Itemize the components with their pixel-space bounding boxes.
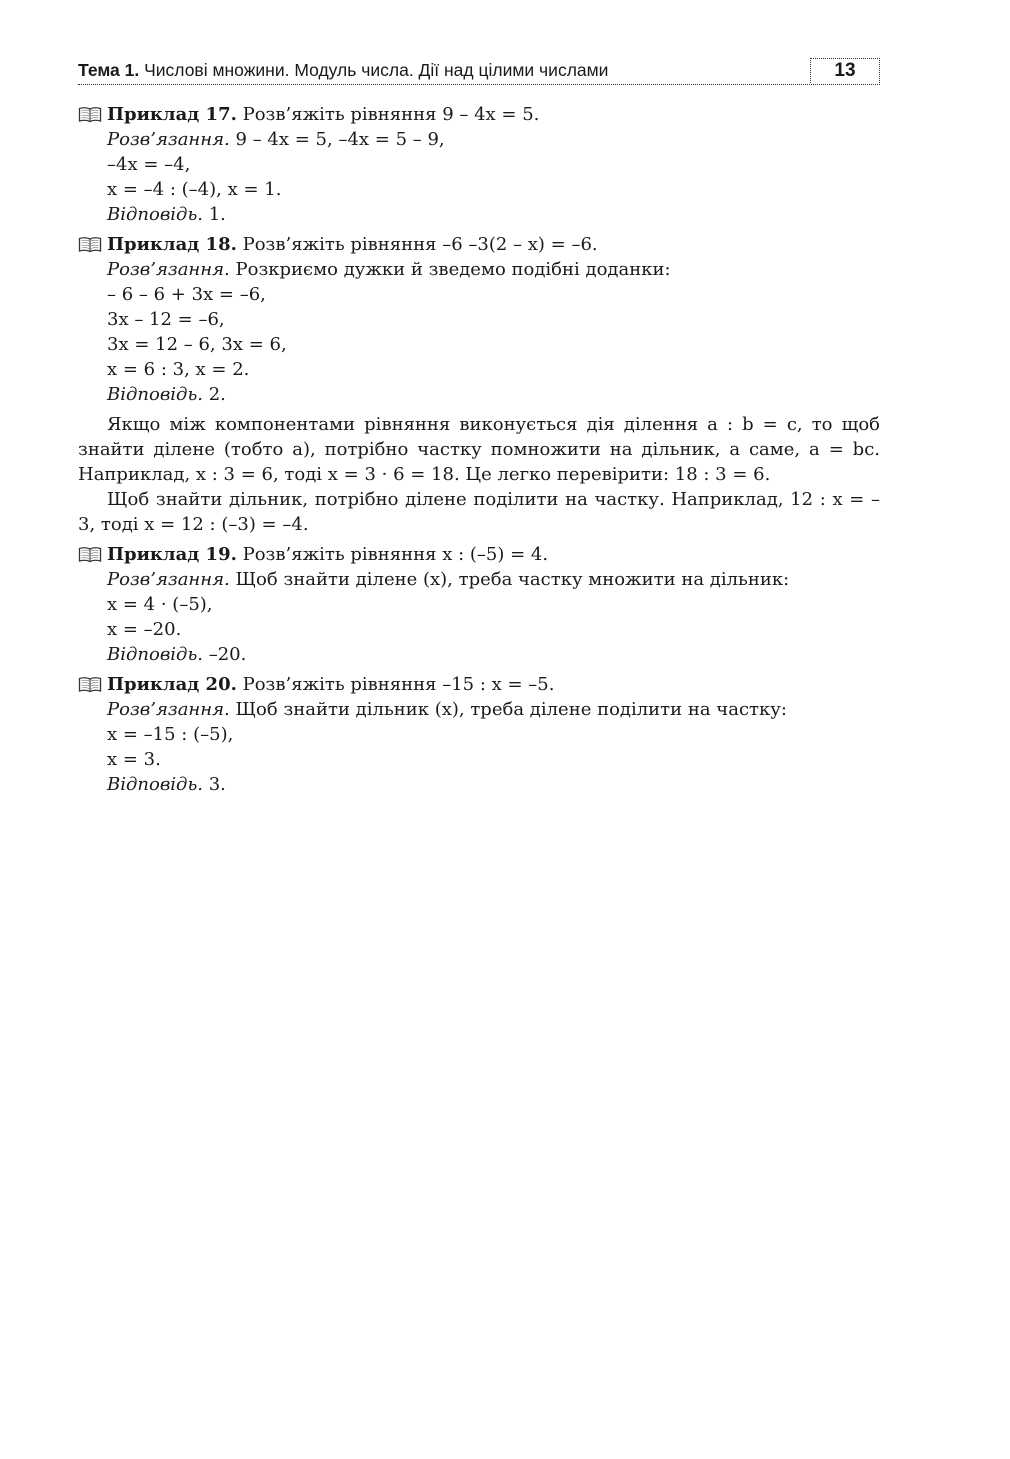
answer-value: 2. [203, 384, 226, 405]
answer-value: –20. [203, 644, 247, 665]
open-book-icon [78, 236, 102, 253]
example-19 [78, 542, 880, 667]
answer-label: Відповідь. [107, 384, 203, 405]
solution-label: Розв’язання. [107, 569, 230, 590]
example-label: Приклад 19. [107, 544, 237, 565]
solution-line: x = 6 : 3, x = 2. [107, 359, 250, 380]
solution-line: Розв’язання. 9 – 4x = 5, –4x = 5 – 9, [107, 129, 445, 150]
example-title [78, 232, 880, 257]
solution-line: x = –20. [107, 619, 182, 640]
example-title [78, 102, 880, 127]
solution-line: x = 3. [107, 749, 161, 770]
example-task: Розв’яжіть рівняння –15 : x = –5. [236, 674, 555, 695]
open-book-icon [78, 676, 102, 693]
answer-line [78, 772, 880, 797]
running-title [78, 60, 608, 81]
topic-title: Числові множини. Модуль числа. Дії над цілими числами [139, 60, 609, 80]
solution-line: Розв’язання. Щоб знайти ділене (x), треба частку множити на дільник: [107, 569, 790, 590]
example-title [78, 542, 880, 567]
example-task: Розв’яжіть рівняння x : (–5) = 4. [236, 544, 549, 565]
theory-paragraph: Щоб знайти дільник, потрібно ділене поділити на частку. Наприклад, 12 : x = –3, тоді x = 12 : (–3) = –4. [78, 489, 880, 535]
solution-label: Розв’язання. [107, 259, 230, 280]
solution-line: –4x = –4, [107, 154, 191, 175]
open-book-icon [78, 546, 102, 563]
answer-value: 3. [203, 774, 226, 795]
example-17 [78, 102, 880, 227]
solution-line: x = –4 : (–4), x = 1. [107, 179, 282, 200]
example-title [78, 672, 880, 697]
answer-line [78, 202, 880, 227]
solution-label: Розв’язання. [107, 129, 230, 150]
example-20 [78, 672, 880, 797]
example-label: Приклад 18. [107, 234, 237, 255]
answer-label: Відповідь. [107, 204, 203, 225]
solution-line: 3x = 12 – 6, 3x = 6, [107, 334, 287, 355]
page-number: 13 [810, 58, 880, 83]
theory-block [78, 412, 880, 537]
solution-line: – 6 – 6 + 3x = –6, [107, 284, 266, 305]
solution-line: 3x – 12 = –6, [107, 309, 225, 330]
page-content [78, 102, 880, 802]
example-label: Приклад 20. [107, 674, 237, 695]
answer-label: Відповідь. [107, 644, 203, 665]
example-task: Розв’яжіть рівняння –6 –3(2 – x) = –6. [236, 234, 598, 255]
solution-line: Розв’язання. Розкриємо дужки й зведемо подібні доданки: [107, 259, 671, 280]
example-18 [78, 232, 880, 407]
answer-value: 1. [203, 204, 226, 225]
solution-label: Розв’язання. [107, 699, 230, 720]
theory-paragraph: Якщо між компонентами рівняння виконується дія ділення a : b = c, то щоб знайти ділене (тобто a), потрібно частку помножити на дільник, а саме, a = bc. Наприклад, x : 3 = 6, тоді x = 3 · 6 = 18. Це легко перевірити: 18 : 3 = 6. [78, 414, 880, 485]
example-label: Приклад 17. [107, 104, 237, 125]
answer-line [78, 642, 880, 667]
example-task: Розв’яжіть рівняння 9 – 4x = 5. [236, 104, 540, 125]
solution-line: x = 4 · (–5), [107, 594, 213, 615]
solution-line: x = –15 : (–5), [107, 724, 234, 745]
answer-label: Відповідь. [107, 774, 203, 795]
solution-line: Розв’язання. Щоб знайти дільник (x), треба ділене поділити на частку: [107, 699, 787, 720]
open-book-icon [78, 106, 102, 123]
topic-label: Тема 1. [78, 60, 140, 80]
answer-line [78, 382, 880, 407]
page-header [78, 58, 880, 85]
